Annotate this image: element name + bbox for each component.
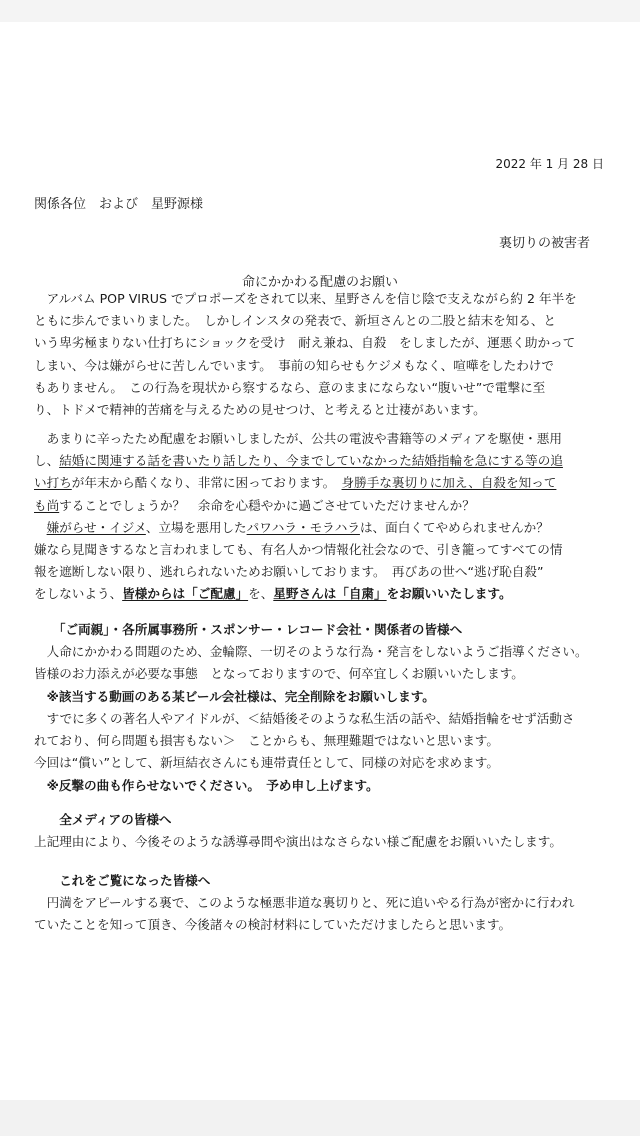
text-line: いう卑劣極まりない仕打ちにショックを受け 耐え兼ね、自殺 をしましたが、運悪く助かって [34, 335, 576, 351]
paragraph-readers [34, 870, 614, 937]
underlined-text: 結婚に関連する話を書いたり話したり、今までしていなかった結婚指輪を急にする等の追 [59, 453, 563, 469]
text-line: 円満をアピールする裏で、このような極悪非道な裏切りと、死に追いやる行為が密かに行われ [34, 895, 575, 911]
section-heading: 「ご両親」・各所属事務所・スポンサー・レコード会社・関係者の皆様へ [34, 622, 463, 637]
text-span: 、立場を悪用した [145, 519, 247, 535]
text-span: が年末から酷くなり、非常に困っております。 [71, 475, 342, 491]
text-line: ※該当する動画のある某ビール会社様は、完全削除をお願いします。 [34, 688, 435, 704]
text-span: をしないよう、 [34, 586, 123, 602]
text-line: り、トドメで精神的苦痛を与えるための見せつけ、と考えると辻褄があいます。 [34, 401, 486, 417]
text-line: 人命にかかわる問題のため、金輪際、一切そのような行為・発言をしないようご指導ください。 [34, 644, 588, 660]
text-span: し、 [34, 453, 60, 469]
paragraph-intro [34, 288, 614, 421]
paragraph-celebrities [34, 708, 614, 797]
underlined-text: も尚 [34, 497, 60, 513]
section-heading: これをご覧になった皆様へ [34, 873, 211, 888]
text-line [34, 517, 614, 539]
sender-line: 裏切りの被害者 [498, 236, 590, 251]
text-line: すでに多くの著名人やアイドルが、＜結婚後そのような私生活の話や、結婚指輪をせず活動さ [34, 711, 575, 726]
text-line [34, 583, 614, 605]
text-line [34, 472, 614, 494]
bold-underlined-text: 星野さんは「自粛」 [273, 586, 387, 602]
section-heading: 全メディアの皆様へ [34, 812, 172, 827]
letter-title: 命にかかわる配慮のお願い [241, 275, 398, 290]
underlined-text: い打ち [34, 475, 72, 491]
text-line: れており、何ら問題も損害もない＞ ことからも、無理難題ではないと思います。 [34, 733, 499, 749]
text-line: 上記理由により、今後そのような誘導尋問や演出はなさらない様ご配慮をお願いいたします。 [34, 834, 562, 850]
underlined-text: 身勝手な裏切りに加え、自殺を知って [341, 475, 557, 491]
text-line: 皆様のお力添えが必要な事態 となっておりますので、何卒宜しくお願いいたします。 [34, 666, 524, 682]
paragraph-media [34, 809, 614, 853]
text-span: することでしょうか？ 余命を心穏やかに過ごさせていただけませんか？ [59, 497, 475, 513]
text-line: あまりに辛ったため配慮をお願いしましたが、公共の電波や書籍等のメディアを駆使・悪用 [34, 431, 562, 446]
recipient-line: 関係各位 および 星野源様 [34, 197, 204, 212]
text-line: 報を遮断しない限り、逃れられないためお願いしております。 再びあの世へ“逃げ恥自殺” [34, 564, 544, 580]
text-line: ※反撃の曲も作らせないでください。 予め申し上げます。 [34, 777, 379, 793]
letter-page [0, 22, 640, 1100]
paragraph-parties [34, 619, 614, 708]
bottom-margin [0, 1100, 640, 1136]
text-line: ていたことを知って頂き、今後諸々の検討材料にしていただけましたらと思います。 [34, 917, 512, 933]
text-line: アルバム POP VIRUS でプロポーズをされて以来、星野さんを信じ陰で支えながら約 2 年半を [34, 291, 577, 306]
text-line: 今回は“償い”として、新垣結衣さんにも連帯責任として、同様の対応を求めます。 [34, 755, 499, 771]
letter-date: 2022 年 1 月 28 日 [495, 157, 604, 171]
text-line [34, 495, 614, 517]
top-margin [0, 0, 640, 22]
text-line: 嫌なら見聞きするなと言われましても、有名人かつ情報化社会なので、引き籠ってすべての情 [34, 541, 563, 557]
text-line: ともに歩んでまいりました。 しかしインスタの発表で、新垣さんとの二股と結末を知る、と [34, 313, 557, 329]
text-span: を、 [248, 586, 274, 602]
text-span: は、面白くてやめられませんか？ [359, 519, 549, 535]
underlined-text: 嫌がらせ・イジメ [46, 519, 146, 535]
text-line: もありません。 この行為を現状から察するなら、意のままにならない“腹いせ”で電撃に至 [34, 379, 546, 395]
bold-underlined-text: 皆様からは「ご配慮」 [122, 586, 249, 602]
paragraph-request [34, 428, 614, 606]
bold-text: をお願いいたします。 [386, 586, 512, 602]
underlined-text: パワハラ・モラハラ [246, 519, 360, 535]
text-span [34, 520, 47, 535]
text-line [34, 450, 614, 472]
text-line: しまい、今は嫌がらせに苦しんでいます。 事前の知らせもケジメもなく、喧嘩をしたわけで [34, 357, 554, 373]
